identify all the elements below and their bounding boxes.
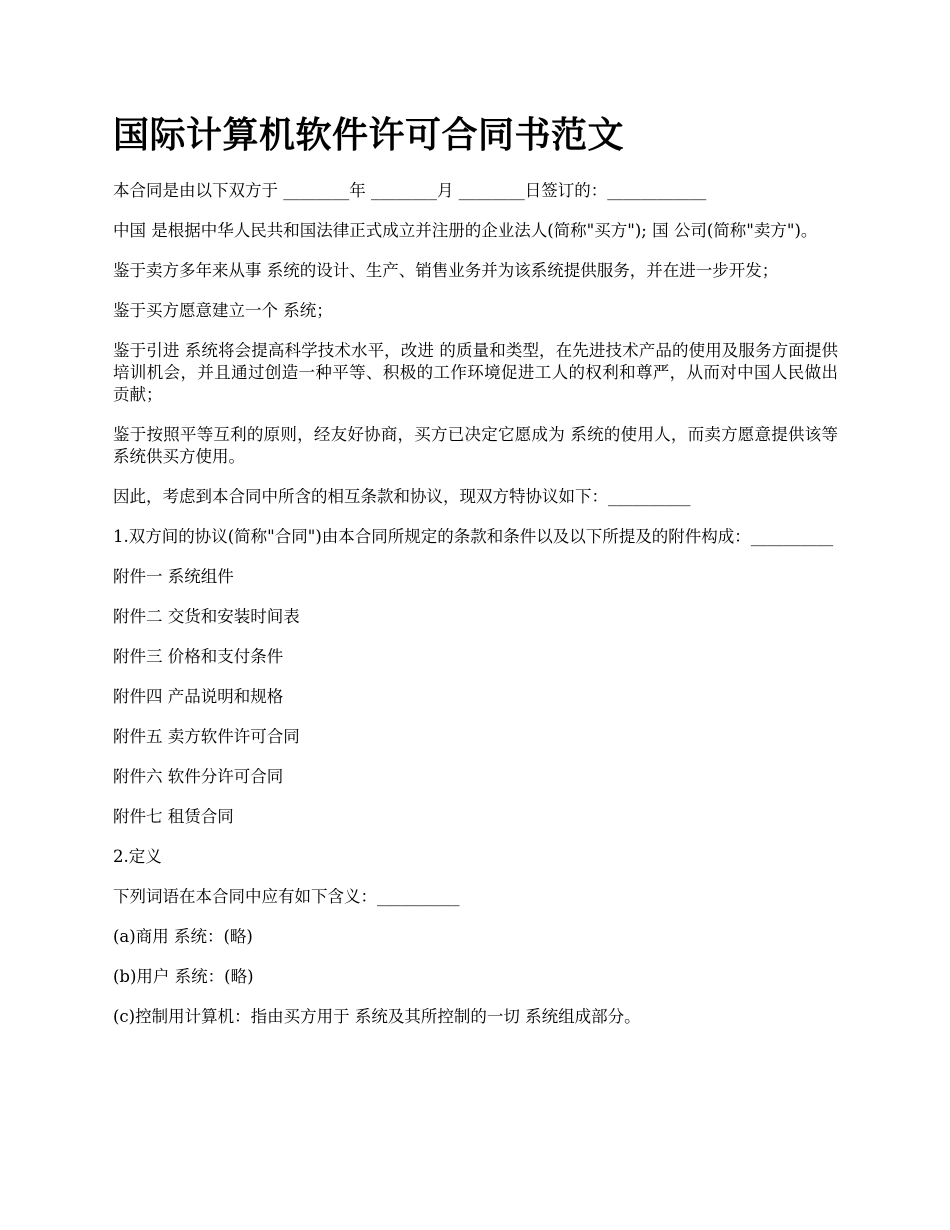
paragraph-whereas-buyer: 鉴于买方愿意建立一个 系统； [113, 301, 333, 320]
paragraph-whereas-benefits: 鉴于引进 系统将会提高科学技术水平，改进 的质量和类型，在先进技术产品的使用及服务方面提供培训机会，并且通过创造一种平等、积极的工作环境促进工人的权利和尊严，从而对中国人民做出贡献； [113, 341, 838, 404]
definition-item-c: (c)控制用计算机：指由买方用于 系统及其所控制的一切 系统组成部分。 [113, 1007, 641, 1026]
paragraph-clause-1: 1.双方间的协议(简称"合同")由本合同所规定的条款和条件以及以下所提及的附件构成：__________ [113, 527, 834, 546]
paragraph-therefore: 因此，考虑到本合同中所含的相互条款和协议，现双方特协议如下：__________ [113, 487, 691, 506]
appendix-item-2: 附件二 交货和安装时间表 [113, 607, 300, 626]
appendix-item-6: 附件六 软件分许可合同 [113, 767, 284, 786]
paragraph-definitions-intro: 下列词语在本合同中应有如下含义：__________ [113, 887, 460, 906]
appendix-item-3: 附件三 价格和支付条件 [113, 647, 284, 666]
appendix-item-7: 附件七 租赁合同 [113, 807, 234, 826]
paragraph-whereas-seller: 鉴于卖方多年来从事 系统的设计、生产、销售业务并为该系统提供服务，并在进一步开发； [113, 261, 779, 280]
paragraph-parties: 中国 是根据中华人民共和国法律正式成立并注册的企业法人(简称"买方"); 国 公司(简称"卖方")。 [113, 221, 818, 240]
appendix-item-5: 附件五 卖方软件许可合同 [113, 727, 300, 746]
paragraph-signing-date: 本合同是由以下双方于 ________年 ________月 ________日签订的：____________ [113, 181, 707, 200]
section-heading-definitions: 2.定义 [113, 847, 162, 866]
document-title: 国际计算机软件许可合同书范文 [113, 115, 625, 156]
appendix-item-4: 附件四 产品说明和规格 [113, 687, 284, 706]
document-page [113, 112, 838, 1046]
appendix-item-1: 附件一 系统组件 [113, 567, 234, 586]
paragraph-whereas-agreement: 鉴于按照平等互利的原则，经友好协商，买方已决定它愿成为 系统的使用人，而卖方愿意提供该等系统供买方使用。 [113, 425, 838, 466]
definition-item-a: (a)商用 系统：(略) [113, 927, 253, 946]
definition-item-b: (b)用户 系统：(略) [113, 967, 254, 986]
